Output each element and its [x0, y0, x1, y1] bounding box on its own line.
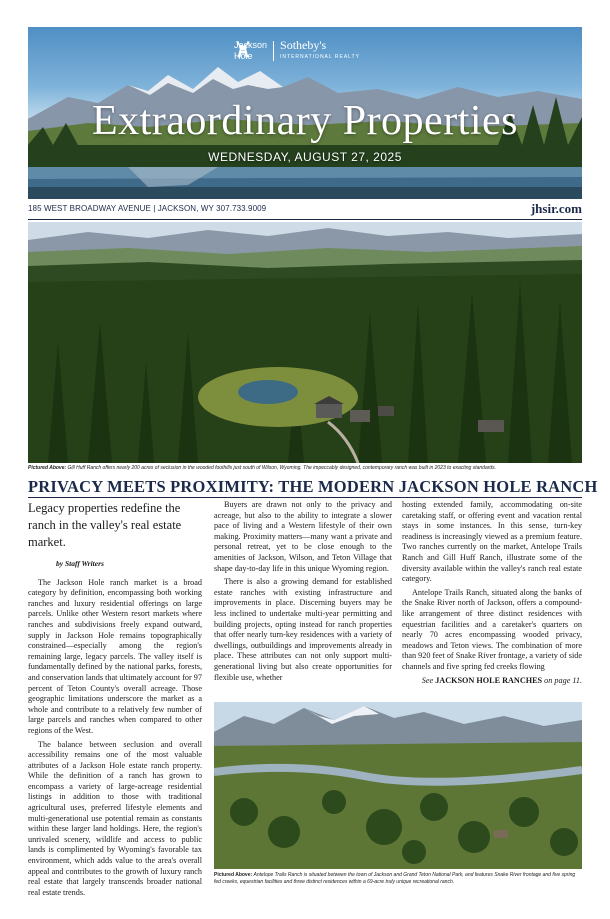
photo1-caption — [28, 465, 582, 471]
antelope-trails-ranch-photo — [214, 702, 582, 869]
address-bar — [28, 201, 582, 220]
paragraph: The balance between seclusion and overall accessibility remains one of the most valuable attributes of a Jackson Hole estate ranch property. While the definition of a ranch has grown to encompass a variety of large-acreage residential listings in addition to those with traditional agricultural uses, preferred lifestyle elements and multi-generational use potential remain as constants within these larger land holdings. Here, the region's unrivaled scenery, wildlife and access to public lands is complimented by Wyoming's favorable tax environment, which adds value to the area's overall appeal and contributes to the growth of luxury ranch real estate that largely transcends broader national real estate trends. — [28, 739, 202, 897]
paragraph: hosting extended family, accommodating on-site caretaking staff, or offering event and vacation rental stays in some instances. In this sense, turn-key readiness is increasingly viewed as a premium feature. Two ranches currently on the market, Antelope Trails Ranch and Gill Huff Ranch, illustrate some of the diversity available within the valley's ranch real estate category. — [402, 500, 582, 584]
article-byline: by Staff Writers — [56, 559, 104, 568]
logo-divider — [273, 41, 274, 61]
gill-huff-ranch-photo — [28, 222, 582, 463]
header-banner — [28, 27, 582, 199]
caption-lead: Pictured Above: — [28, 465, 67, 471]
paragraph: Antelope Trails Ranch, situated along the banks of the Snake River north of Jackson, offers a compound-like arrangement of three distinct residences with equestrian facilities and a caretaker's quarters on nearly 70 acres encompassing wooded privacy, meadows and Teton views. The combination of more than 920 feet of Snake River frontage, a variety of side channels and five spring fed creeks flowing — [402, 587, 582, 671]
caption-lead: Pictured Above: — [214, 872, 253, 878]
office-address: 185 WEST BROADWAY AVENUE | JACKSON, WY 307.733.9009 — [28, 204, 267, 213]
see-reference: JACKSON HOLE RANCHES — [435, 675, 543, 685]
see-suffix: on page 11. — [544, 675, 582, 685]
article-column-1 — [28, 500, 202, 901]
caption-text: Gill Huff Ranch offers nearly 200 acres of seclusion in the wooded foothills just south of Wilson, Wyoming. The impeccably designed, contemporary ranch was built in 2023 to exacting standards. — [67, 465, 497, 471]
article-column-2 — [214, 500, 392, 686]
paragraph: The Jackson Hole ranch market is a broad category by definition, encompassing both working ranches and luxury residential offerings on large parcels. Unlike other Western resort markets where ranches and subdivisions freely expand outward, supply in Jackson Hole remains topographically constrained—especially among the region's remaining large, legacy parcels. The valley itself is fundamentally defined by the national parks, forests, and conservation lands that ultimately account for 97 percent of Teton County's overall acreage. Those geographic limitations underscore the market as a whole and contribute to a relatively few number of large parcels and ranches when compared to other regions of the West. — [28, 577, 202, 735]
logo-international-realty-text: INTERNATIONAL REALTY — [280, 54, 360, 60]
headline-rule — [28, 497, 582, 498]
caption-text: Antelope Trails Ranch is situated between the town of Jackson and Grand Teton National Park, and features Snake River frontage and five spring fed creeks, equestrian facilities and three distinct residences within a 69-acre truly unique recreational ranch. — [214, 872, 576, 885]
photo2-caption — [214, 872, 582, 886]
paragraph: Buyers are drawn not only to the privacy and acreage, but also to the ability to integrate a slower pace of living and a Western lifestyle of their own making. Proximity matters—many want a private and personal retreat, yet to be close enough to the amenities of Jackson, Wilson, and Teton Village that shape day-to-day life in this unique Wyoming region. — [214, 500, 392, 573]
logo-sothebys-text: Sotheby's — [280, 38, 327, 52]
paragraph: There is also a growing demand for established estate ranches with existing infrastructure and improvements in place. Discerning buyers may be less inclined to undertake multi-year permitting and building projects, opting instead for ranch properties that offer nearly turn-key residences with a variety of dwellings, outbuildings and improvements already in place. These attributes can not only support multi-generational living but also create opportunities for flexible use, whether — [214, 577, 392, 682]
publication-date: WEDNESDAY, AUGUST 27, 2025 — [208, 150, 402, 164]
article-deck: Legacy properties redefine the ranch in the valley's real estate market. — [28, 501, 182, 549]
logo-jackson-text: Jackson — [234, 40, 268, 50]
logo-hole-text: Hole — [234, 51, 253, 61]
website-link[interactable]: jhsir.com — [530, 201, 582, 216]
jackson-hole-sothebys-logo — [234, 39, 360, 63]
see-prefix: See — [421, 675, 434, 685]
elk-icon — [234, 39, 252, 61]
article-column-3 — [402, 500, 582, 689]
continued-reference[interactable] — [402, 676, 582, 687]
article-headline: PRIVACY MEETS PROXIMITY: THE MODERN JACKSON HOLE RANCH — [28, 477, 598, 496]
publication-title: Extraordinary Properties — [91, 98, 519, 144]
